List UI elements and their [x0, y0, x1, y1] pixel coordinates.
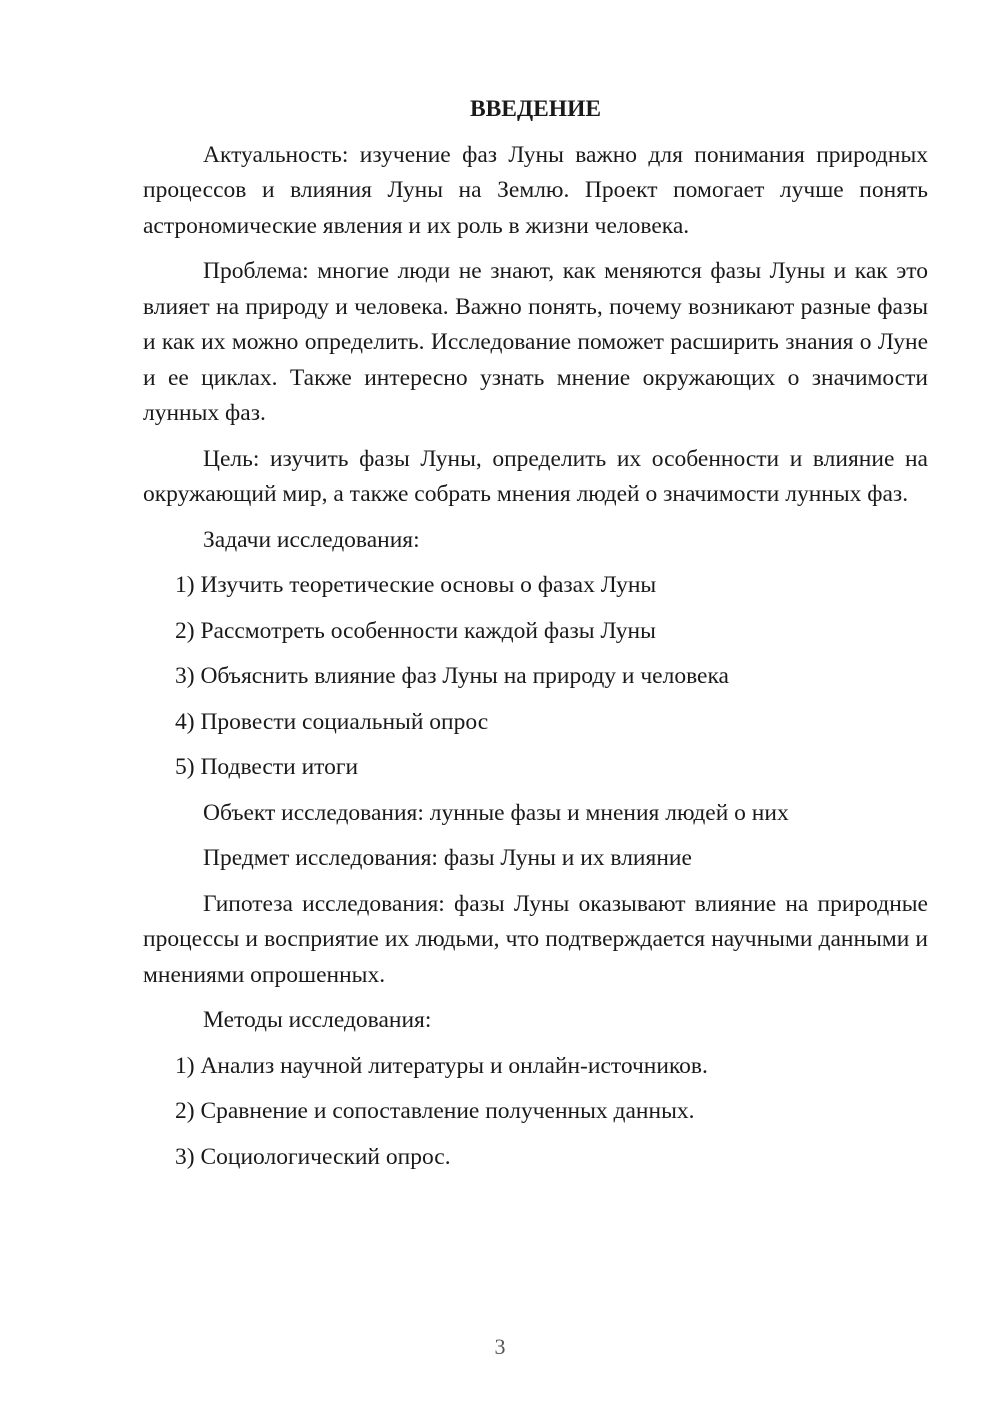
list-item: 3) Социологический опрос.: [175, 1143, 451, 1170]
methods-heading: Методы исследования:: [203, 1007, 432, 1033]
problem-paragraph: Проблема: многие люди не знают, как меняются фазы Луны и как это влияет на природу и человека. Важно понять, почему возникают разные фазы и как их можно определить. Исследование поможет расширить знания о Луне и ее циклах. Также интересно узнать мнение окружающих о значимости лунных фаз.: [143, 258, 928, 426]
list-item: 1) Анализ научной литературы и онлайн-источников.: [175, 1052, 708, 1079]
tasks-heading: Задачи исследования:: [203, 526, 420, 553]
list-item: 4) Провести социальный опрос: [175, 708, 489, 735]
list-item: 5) Подвести итоги: [175, 754, 359, 780]
methods-list: [143, 1049, 928, 1176]
subject-line: Предмет исследования: фазы Луны и их влияние: [203, 845, 692, 871]
list-item: 3) Объяснить влияние фаз Луны на природу и человека: [175, 663, 729, 689]
hypothesis-paragraph: Гипотеза исследования: фазы Луны оказывают влияние на природные процессы и восприятие их людьми, что подтверждается научными данными и мнениями опрошенных.: [143, 890, 928, 988]
list-item: 2) Рассмотреть особенности каждой фазы Луны: [175, 617, 656, 644]
document-page: [143, 92, 928, 1185]
page-number: 3: [494, 1334, 506, 1359]
list-item: 2) Сравнение и сопоставление полученных данных.: [175, 1098, 695, 1124]
tasks-list: [143, 568, 928, 786]
section-title: ВВЕДЕНИЕ: [469, 96, 602, 122]
list-item: 1) Изучить теоретические основы о фазах Луны: [175, 572, 657, 598]
object-line: Объект исследования: лунные фазы и мнения людей о них: [203, 799, 789, 826]
relevance-paragraph: Актуальность: изучение фаз Луны важно для понимания природных процессов и влияния Луны на Землю. Проект помогает лучше понять астрономические явления и их роль в жизни человека.: [143, 141, 928, 239]
goal-paragraph: Цель: изучить фазы Луны, определить их особенности и влияние на окружающий мир, а также собрать мнения людей о значимости лунных фаз.: [143, 445, 928, 507]
